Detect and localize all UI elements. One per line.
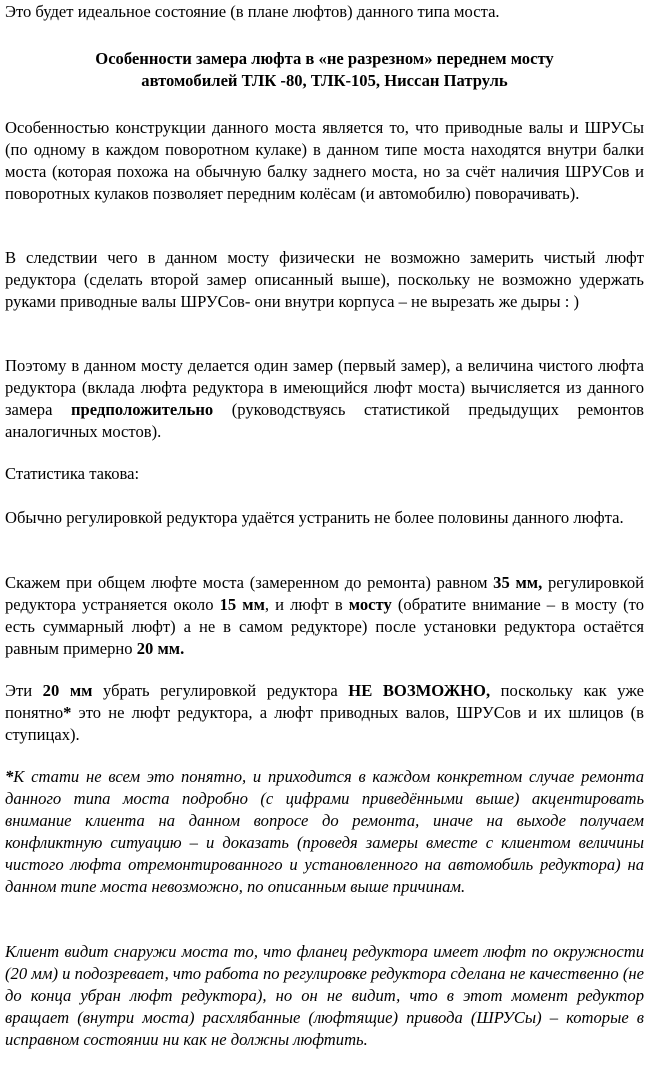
section-heading bbox=[5, 48, 644, 92]
paragraph-statistics: Обычно регулировкой редуктора удаётся устранить не более половины данного люфта. bbox=[5, 508, 624, 527]
paragraph-client: Клиент видит снаружи моста то, что фланец редуктора имеет люфт по окружности (20 мм) и подозревает, что работа по регулировке редуктора сделана не качественно (не до конца убран люфт редуктора), но он не видит, что в этот момент редуктор вращает (внутри моста) расхлябанные (люфтящие) привода (ШРУСы) – которые в исправном состоянии ни как не должны люфтить. bbox=[5, 942, 644, 1049]
paragraph-footnote bbox=[5, 766, 644, 898]
p3-text-c: (руководствуясь статистикой предыдущих ремонтов аналогичных мостов). bbox=[5, 400, 644, 441]
p6-text-g: (обратите внимание – в мосту (то есть суммарный люфт) а не в самом редукторе) после установки редуктора остаётся равным примерно bbox=[5, 595, 644, 658]
p6-text-e: , и люфт в bbox=[264, 595, 349, 614]
p7-text-e: поскольку как уже понятно bbox=[5, 681, 644, 722]
heading-line-1: Особенности замера люфта в «не разрезном» переднем мосту bbox=[95, 49, 554, 68]
p3-bold-presumably: предположительно bbox=[70, 400, 214, 419]
paragraph-design: Особенностью конструкции данного моста является то, что приводные валы и ШРУСы (по одному в каждом поворотном кулаке) в данном типе моста находятся внутри балки моста (которая похожа на обычную балку заднего моста, но за счёт наличия ШРУСов и поворотных кулаков позволяет передним колёсам (и автомобилю) поворачивать). bbox=[5, 118, 644, 203]
paragraph-consequence: В следствии чего в данном мосту физически не возможно замерить чистый люфт редуктора (сделать второй замер описанный выше), поскольку не возможно удержать руками приводные валы ШРУСов- они внутри корпуса – не вырезать же дыры : ) bbox=[5, 248, 644, 311]
p6-text-c: регулировкой редуктора устраняется около bbox=[5, 573, 644, 614]
heading-line-2: автомобилей ТЛК -80, ТЛК-105, Ниссан Патруль bbox=[141, 71, 508, 90]
p7-footnote-star: * bbox=[63, 703, 72, 722]
p6-bold-15mm: 15 мм bbox=[219, 595, 265, 614]
p7-bold-20mm: 20 мм bbox=[42, 681, 93, 700]
footnote-star: * bbox=[5, 767, 14, 786]
p7-text-a: Эти bbox=[5, 681, 43, 700]
p7-bold-not-possible: НЕ ВОЗМОЖНО, bbox=[348, 681, 491, 700]
p3-text-a: Поэтому в данном мосту делается один замер (первый замер), а величина чистого люфта редуктора (вклада люфта редуктора в имеющийся люфт моста) вычисляется из данного замера bbox=[5, 356, 644, 419]
intro-paragraph: Это будет идеальное состояние (в плане люфтов) данного типа моста. bbox=[5, 2, 500, 21]
p7-text-g: это не люфт редуктора, а люфт приводных валов, ШРУСов и их шлицов (в ступицах). bbox=[5, 703, 644, 744]
paragraph-client-wrapper bbox=[5, 941, 644, 1077]
p6-text-a: Скажем при общем люфте моста (замеренном до ремонта) равном bbox=[5, 573, 494, 592]
paragraph-statistics-title: Статистика такова: bbox=[5, 464, 140, 483]
paragraph-example bbox=[5, 572, 644, 660]
footnote-text: К стати не всем это понятно, и приходится в каждом конкретном случае ремонта данного типа моста подробно (с цифрами приведёнными выше) акцентировать внимание клиента на данном вопросе до ремонта, иначе на выходе получаем конфликтную ситуацию – и доказать (проведя замеры вместе с клиентом величины чистого люфта отремонтированного и установленного на автомобиль редуктора) на данном типе моста невозможно, по описанным выше причинам. bbox=[5, 767, 644, 896]
p6-bold-bridge: мосту bbox=[348, 595, 392, 614]
paragraph-measurement bbox=[5, 355, 644, 443]
paragraph-impossible bbox=[5, 680, 644, 746]
p6-bold-20mm: 20 мм. bbox=[136, 639, 185, 658]
p6-bold-35mm: 35 мм, bbox=[493, 573, 543, 592]
p7-text-c: убрать регулировкой редуктора bbox=[92, 681, 349, 700]
